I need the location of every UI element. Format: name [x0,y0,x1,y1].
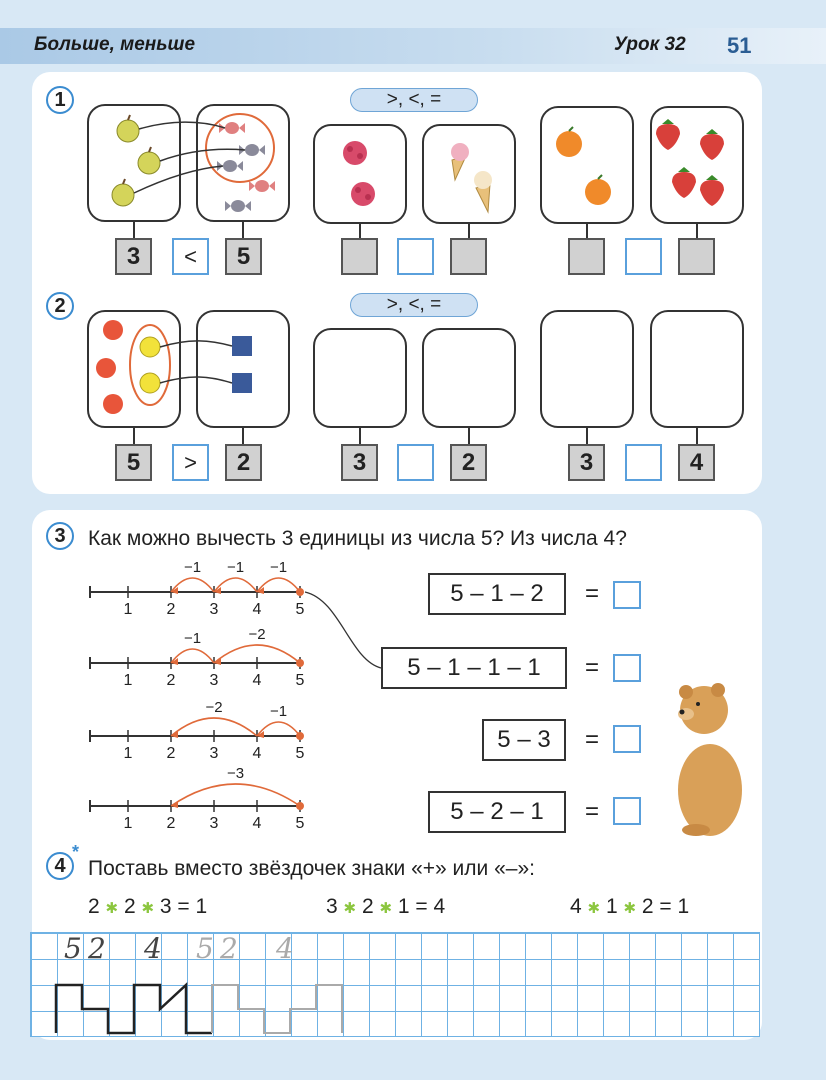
jump-label: −2 [205,699,223,716]
task-2-number: 2 [46,292,74,320]
tick-label: 5 [295,601,305,618]
star-placeholder[interactable]: ✱ [623,900,637,917]
task-4-question: Поставь вместо звёздочек знаки «+» или «–»: [88,857,535,880]
equals-sign: = [585,798,600,825]
sample-digit: 4 [144,932,162,965]
star-placeholder[interactable]: ✱ [587,900,601,917]
star-placeholder[interactable]: ✱ [379,900,393,917]
star-placeholder[interactable]: ✱ [343,900,357,917]
jump-label: −1 [226,559,245,576]
expression-box: 5 – 3 [482,719,566,761]
sample-digit: 2 [220,932,238,965]
operand: 1 = 4 [397,895,446,918]
tick-label: 3 [209,745,219,762]
jump-label: −1 [183,630,202,647]
sign-box[interactable]: < [172,238,209,275]
count-box[interactable]: 3 [115,238,152,275]
operand: 2 = 1 [641,895,690,918]
count-box[interactable]: 5 [225,238,262,275]
equals-sign: = [585,726,600,753]
operand: 2 [361,895,374,918]
tick-label: 4 [252,815,262,832]
count-box[interactable]: 2 [225,444,262,481]
tick-label: 2 [166,815,176,832]
count-box[interactable]: 3 [568,444,605,481]
jump-label: −1 [183,559,202,576]
sample-digit: 5 [196,932,214,965]
count-box[interactable]: 2 [450,444,487,481]
operand: 2 [88,895,100,918]
tick-label: 3 [209,672,219,689]
jump-label: −1 [269,703,288,720]
count-box[interactable]: 4 [678,444,715,481]
equals-sign: = [585,654,600,681]
operand: 3 = 1 [159,895,208,918]
expression-box: 5 – 1 – 2 [428,573,566,615]
tick-label: 3 [209,601,219,618]
star-placeholder[interactable]: ✱ [141,900,155,917]
count-box[interactable]: 5 [115,444,152,481]
expression-box: 5 – 2 – 1 [428,791,566,833]
page-title: Больше, меньше [34,34,196,55]
jump-label: −2 [248,626,266,643]
tick-label: 5 [295,672,305,689]
tick-label: 4 [252,672,262,689]
jump-label: −3 [226,765,245,782]
count-box[interactable]: 3 [341,444,378,481]
tick-label: 3 [209,815,219,832]
sample-digit: 4 [276,932,294,965]
operand: 4 [570,895,582,918]
task-3-number: 3 [46,522,74,550]
sample-digit: 5 [64,932,82,965]
tick-label: 2 [166,601,176,618]
tick-label: 4 [252,601,262,618]
tick-label: 1 [123,601,133,618]
star-placeholder[interactable]: ✱ [105,900,119,917]
task-1-number: 1 [46,86,74,114]
tick-label: 2 [166,672,176,689]
task-4-number: 4 [46,852,74,880]
tick-label: 4 [252,745,262,762]
tick-label: 1 [123,672,133,689]
tick-label: 1 [123,815,133,832]
task-4-star-mark: * [72,842,80,862]
task-3-question: Как можно вычесть 3 единицы из числа 5? Из числа 4? [88,527,627,550]
expression-box: 5 – 1 – 1 – 1 [381,647,567,689]
lesson-label: Урок 32 [614,34,686,55]
tick-label: 2 [166,745,176,762]
operand: 3 [326,895,338,918]
sign-box[interactable]: > [172,444,209,481]
operand: 1 [605,895,618,918]
page-number: 51 [727,33,752,58]
tick-label: 5 [295,745,305,762]
equals-sign: = [585,580,600,607]
operand: 2 [123,895,136,918]
tick-label: 1 [123,745,133,762]
task-2-signs-pill: >, <, = [350,293,478,317]
tick-label: 5 [295,815,305,832]
jump-label: −1 [269,559,288,576]
task-1-signs-pill: >, <, = [350,88,478,112]
sample-digit: 2 [88,932,106,965]
